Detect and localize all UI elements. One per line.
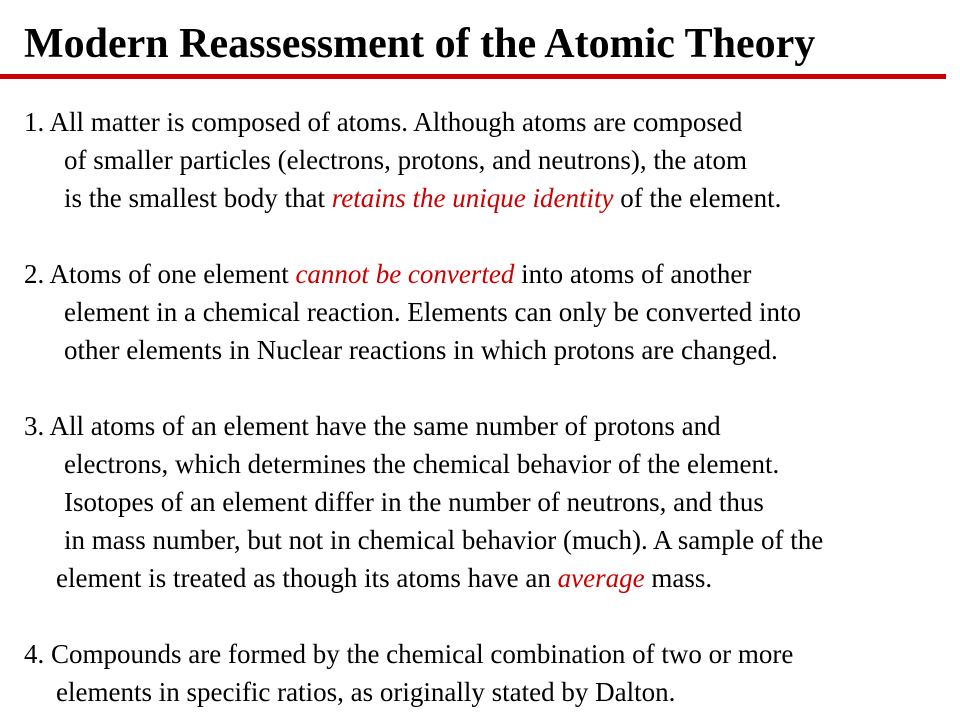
point-1-line-2: of smaller particles (electrons, protons, and neutrons), the atom: [64, 145, 748, 175]
point-3-line-3: Isotopes of an element differ in the number of neutrons, and thus: [64, 487, 764, 517]
point-3-line-1: 3. All atoms of an element have the same number of protons and: [24, 411, 721, 441]
point-4-line-2: elements in specific ratios, as originally stated by Dalton.: [56, 677, 676, 707]
emphasis-text: cannot be converted: [295, 259, 515, 289]
point-1-line-3: is the smallest body that retains the unique identity of the element.: [64, 183, 782, 213]
point-2-line-3: other elements in Nuclear reactions in which protons are changed.: [64, 335, 778, 365]
point-4-line-1: 4. Compounds are formed by the chemical combination of two or more: [24, 639, 794, 669]
emphasis-text: retains the unique identity: [331, 183, 614, 213]
point-2-line-1: 2. Atoms of one element cannot be converted into atoms of another: [24, 259, 752, 289]
point-3-line-5: element is treated as though its atoms have an average mass.: [56, 563, 713, 593]
slide-title: Modern Reassessment of the Atomic Theory: [24, 21, 816, 67]
point-3-line-2: electrons, which determines the chemical behavior of the element.: [64, 449, 780, 479]
point-1-line-1: 1. All matter is composed of atoms. Although atoms are composed: [24, 107, 743, 137]
point-2-line-2: element in a chemical reaction. Elements can only be converted into: [64, 297, 801, 327]
emphasis-text: average: [557, 563, 645, 593]
point-3-line-4: in mass number, but not in chemical behavior (much). A sample of the: [64, 525, 824, 555]
